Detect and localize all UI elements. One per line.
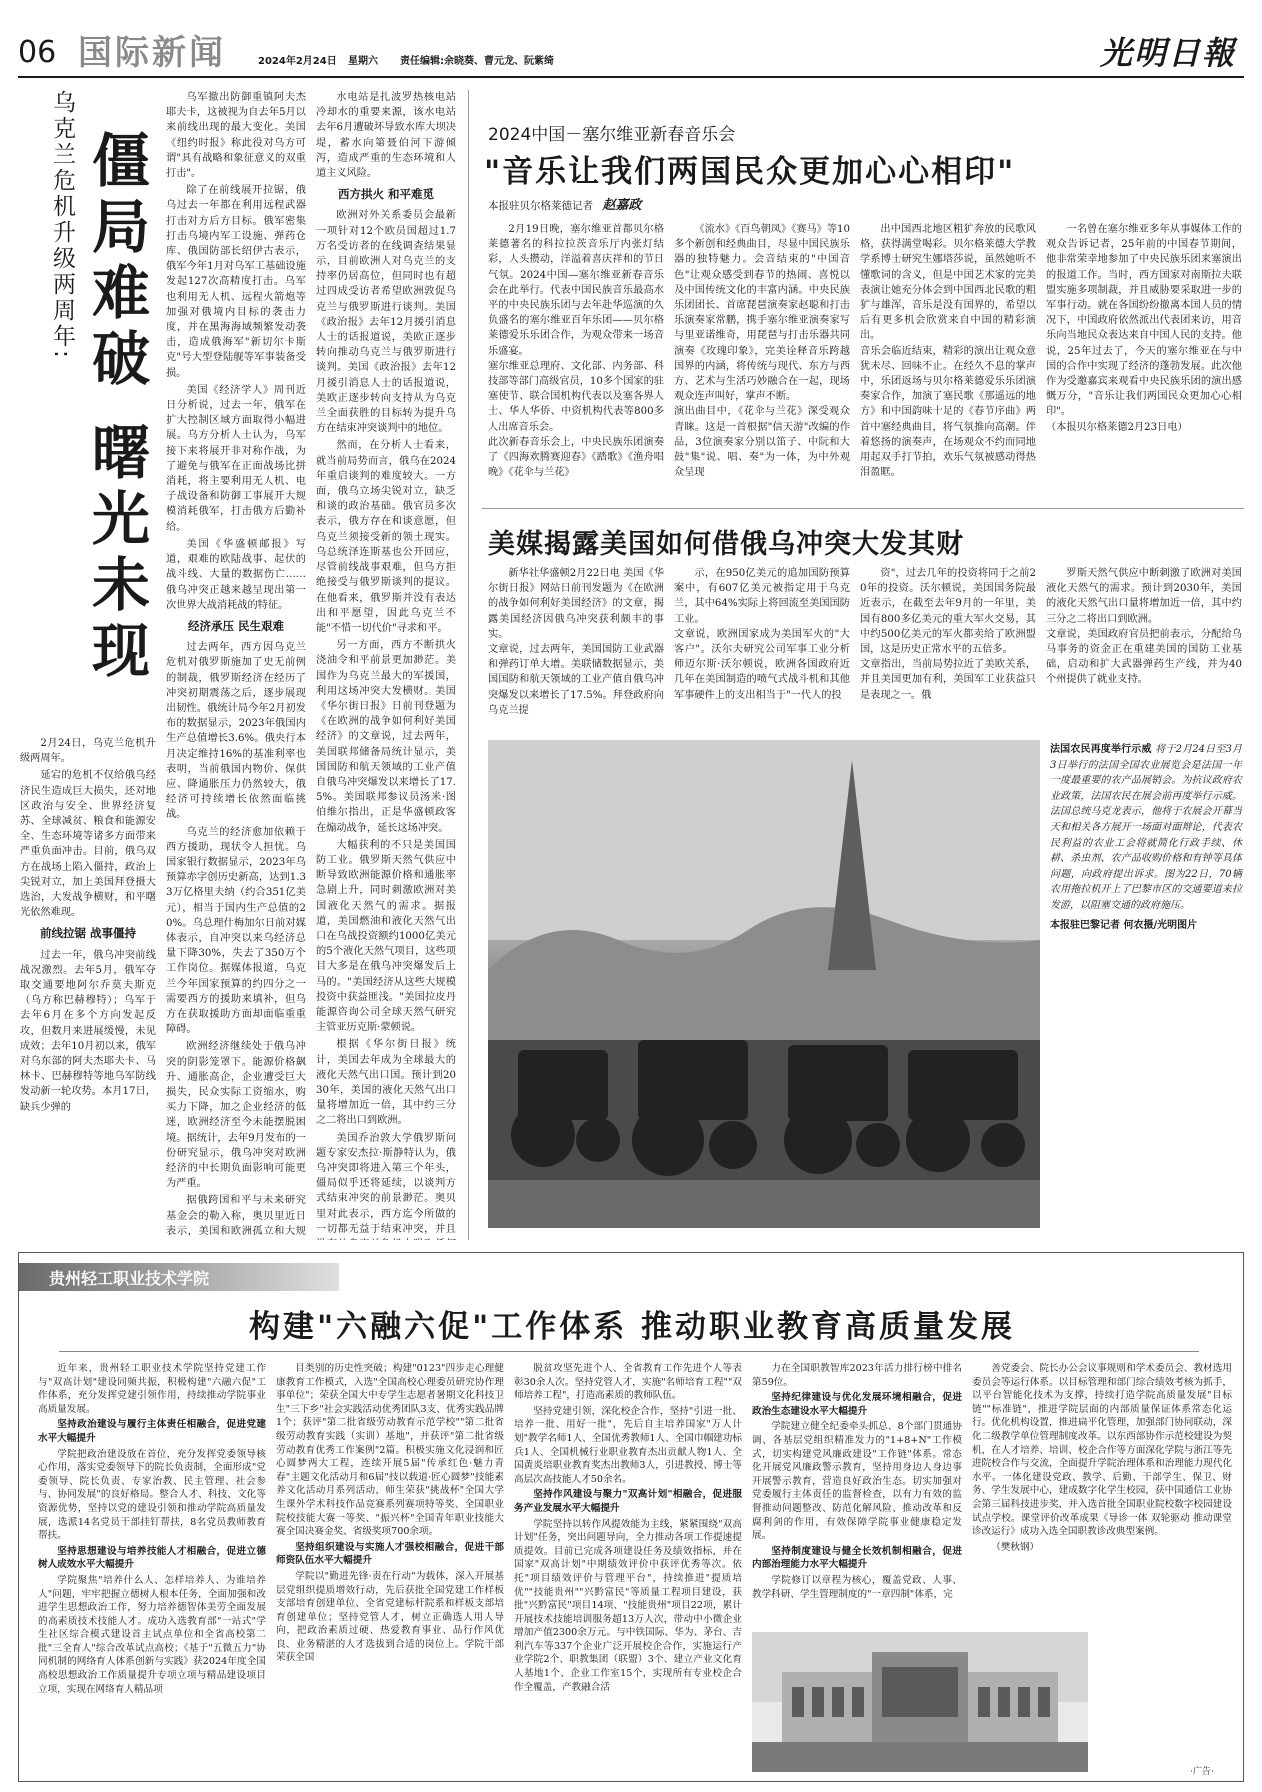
concert-col4 <box>1046 222 1242 502</box>
header-rule <box>18 76 1244 78</box>
ukraine-col1 <box>20 736 156 1236</box>
section-title: 国际新闻 <box>78 33 226 73</box>
us-col1 <box>488 566 664 734</box>
column-text: 出中国西北地区粗犷奔放的民歌风格，获得满堂喝彩。贝尔格莱德大学教学系博士研究生娜塔莎说，虽然她听不懂歌词的含义，但是中国艺术家的完美表演让她充分体会到中国西北民歌的粗犷与雄浑，音乐是没有国界的，希望以后有更多机会欣赏来自中国的精彩演出。 音乐会临近结束，精彩的演出让观众意犹未尽、回味不止。在经久不息的掌声中，乐团返场与贝尔格莱德爱乐乐团演奏家合作，加演了塞民歌《那遥远的地方》和中国韵味十足的《春节序曲》两首中塞经典曲目，将气氛推向高潮。伴着悠扬的演奏声，在场观众不约而同地用起双手打节拍，欢乐气氛被感动得热泪盈眶。 <box>860 224 1036 479</box>
paragraph: 美国《经济学人》周刊近日分析说，过去一年，俄军在扩大控制区域方面取得小幅进展。乌方分析人士认为，乌军接下来将展开非对称作战，为了避免与俄军在正面战场比拼消耗，将主要利用无人机、电子战设备和防御工事展开大规模消耗俄军，打击俄方后勤补给。 <box>166 384 306 533</box>
ad-headline: 构建"六融六促"工作体系 推动职业教育高质量发展 <box>248 1309 1016 1345</box>
ukraine-headline: 僵局难破 曙光未现 <box>82 130 150 687</box>
building-illustration <box>752 1632 1088 1772</box>
ad-col2 <box>276 1362 504 1774</box>
paragraph: 近年来，贵州轻工职业技术学院坚持党建工作与"双高计划"建设同频共振，积极构建"六融六促"工作体系，充分发挥党建引领作用，持续推动学院事业高质量发展。 <box>38 1363 266 1415</box>
column-text: 《流水》《百鸟朝凤》《赛马》等10多个新创和经典曲目，尽显中国民族乐器的独特魅力。会音结束的"中国音色"让观众感受到春节的热闹、喜悦以及中国传统文化的丰富内涵。中央民族乐团团长、首席琵琶演奏家赵聪和打击乐演奏家常鹏，携手塞尔维亚演奏家写与里亚诺维奇，用琵琶与打击乐器共同演奏《玫瑰印象》，完美诠释音乐跨越国界的内涵，将传统与现代、东方与西方、艺术与生活巧妙融合在一起，现场观众连声叫好，掌声不断。 演出曲目中，《花伞与兰花》深受观众青睐。这是一首根据"信天游"改编的作品，3位演奏家分别以笛子、中阮和大鼓"集"说、唱、奏"为一体，为中外观众呈现 <box>674 224 850 479</box>
column-text: 罗斯天然气供应中断刺激了欧洲对美国液化天然气的需求。预计到2030年，美国的液化天然气出口量将增加近一倍，其中约三分之二将出口到欧洲。 文章说，美国政府官员把前表示，分配给乌马事务的资金正在重建美国的国防工业基础，启动和扩大武器弹药生产线，并为40个州提供了就业支持。 <box>1046 568 1242 686</box>
column-text: 一名曾在塞尔维亚多年从事媒体工作的观众告诉记者，25年前的中国春节期间，他非常荣幸地参加了中央民族乐团来塞演出的报道工作。当时，西方国家对南斯拉夫联盟实施多项制裁，并且威胁要采取进一步的军事行动。就在各国纷纷撤离本国人员的情况下，中国政府依然派出代表团来访，用音乐向当地民众表达来自中国人民的支持。他说，25年过去了，今天的塞尔维亚在与中国的合作中实现了经济的蓬勃发展。此次他作为受邀嘉宾来观看中央民族乐团的演出感慨万分，"音乐让我们两国民众更加心心相印"。 （本报贝尔格莱德2月23日电） <box>1046 224 1242 433</box>
paragraph: 乌克兰的经济愈加依赖于西方援助，现状令人担忧。乌国家银行数据显示，2023年乌预算赤字创历史新高，达到1.33万亿格里夫纳（约合351亿美元），相当于国内生产总值的20%。乌总理什梅加尔日前对媒体表示，自冲突以来乌经济总量下降30%，失去了350万个工作岗位。据媒体报道，乌克兰今年国家预算的约四分之一需要西方的援助来填补，但乌方在获取援助方面却面临重重障碍。 <box>166 826 306 1036</box>
paragraph: 学院把政治建设放在首位，充分发挥党委领导核心作用，落实党委领导下的院长负责制，全面形成"党委领导、院长负责、专家治教、民主管理、社会参与、协同发展"的良好格局。整合人才、科技、文化等资源优势，坚持以党的建设引领和推动学院高质量发展，选派14名党员干部挂钉帮扶，8名党员教师教育帮扶。 <box>38 1448 266 1542</box>
paragraph: 美国《华盛顿邮报》写道，艰难的欧陆战事、起伏的战斗线、大量的数据伤亡……俄乌冲突正越来越呈现出第一次世界大战消耗战的特征。 <box>166 538 306 611</box>
header-date: 2024年2月24日 <box>258 56 337 67</box>
header-weekday: 星期六 <box>348 56 378 67</box>
paragraph: 力在全国职教智库2023年活力排行榜中排名第59位。 <box>752 1363 962 1388</box>
concert-kicker: 2024中国－塞尔维亚新春音乐会 <box>488 125 736 145</box>
us-col2 <box>674 566 850 734</box>
paragraph: 延宕的危机不仅给俄乌经济民生造成巨大损失，还对地区政治与安全、世界经济复苏、全球减贫、粮食和能源安全、生态环境等诸多方面带来严重负面冲击。目前，俄乌双方在战场上陷入僵持，政治上尖锐对立，加上美国拜登摄大选治，大发战争横财，和平曙光依然难现。 <box>20 770 156 919</box>
paragraph: 2月24日，乌克兰危机升级两周年。 <box>20 738 156 765</box>
paragraph: 目类别的历史性突破；构建"0123"四步走心理健康教育工作模式，入选"全国高校心理委员研究协作理事单位"；荣获全国大中专学生志愿者暑期文化科技卫生"三下乡"社会实践活动优秀团队3支、优秀实践品牌1个；获评"第二批省级劳动教育示范学校""第二批省级劳动教育实践（实训）基地"，并获评"第二批省级劳动教育优秀工作案例"2篇。积极实施文化浸润和匠心圆梦两大工程，连续开展5届"传承红色·魅力青春"主题文化活动月和6届"技以载道·匠心圆梦"技能素养文化活动月系列活动，师生荣获"挑战杯"全国大学生课外学术科技作品竞赛系列赛项特等奖、全国职业院校技能大赛一等奖、"振兴杯"全国青年职业技能大赛全国决赛金奖、省级奖项700余项。 <box>276 1363 504 1538</box>
ad-col5 <box>972 1362 1232 1624</box>
section-heading: 坚持制度建设与健全长效机制相融合，促进内部治理能力水平大幅提升 <box>752 1545 962 1571</box>
photo-caption <box>1050 742 1242 933</box>
subheading: 经济承压 民生艰难 <box>187 618 284 633</box>
paragraph: 另一方面，西方不断拱火浇油令和平前景更加渺茫。美国作为乌克兰最大的军援国，利用这场冲突大发横财。美国《华尔街日报》日前刊登题为《在欧洲的战争如何利好美国经济》的文章说，过去两年，美国联邦储备局统计显示，美国国防和航天领域的工业产值自俄乌冲突爆发以来增长了17.5%。美国联邦参议员汤米·图伯维尔指出，正是华盛顿政客在煽动战争，延长这场冲突。 <box>316 640 456 834</box>
section-heading: 坚持组织建设与实施人才强校相融合，促进干部师资队伍水平大幅提升 <box>276 1541 504 1567</box>
section-heading: 坚持思想建设与培养技能人才相融合，促进立德树人成效水平大幅提升 <box>38 1545 266 1571</box>
paragraph: 学院修订以章程为核心，覆盖党政、人事、教学科研、学生管理制度的"一章四制"体系，完 <box>752 1574 962 1600</box>
ad-col1 <box>38 1362 266 1774</box>
us-col4 <box>1046 566 1242 734</box>
masthead-logo: 光明日報 <box>1099 34 1236 72</box>
concert-col2 <box>674 222 850 502</box>
paragraph: 坚持党建引领，深化校企合作，坚持"引进一批、培养一批、用好一批"，先后自主培养国家"万人计划"教学名师1人、全国优秀教师1人、全国巾帼建功标兵1人、全国机械行业职业教育杰出贡献人物1人、全国黄炎培职业教育奖杰出教师3人，引进教授、博士等高层次高技能人才50余名。 <box>514 1405 742 1485</box>
concert-byline <box>488 194 641 213</box>
paragraph: （樊秋钢） <box>991 1541 1040 1553</box>
photo-illustration <box>488 740 1040 1228</box>
campus-building-photo <box>752 1632 1088 1772</box>
paragraph: 过去两年，西方因乌克兰危机对俄罗斯施加了史无前例的制裁，俄罗斯经济在经历了冲突初期震荡之后，逐步展现出韧性。俄统计局今年2月初发布的数据显示，2023年俄国内生产总值增长3.6%。俄央行本月决定维持16%的基准利率也表明，当前俄国内物价、保供应、降通胀压力仍然较大，俄经济可持续增长依然面临挑战。 <box>166 642 306 821</box>
page-header <box>18 34 1244 74</box>
concert-headline: "音乐让我们两国民众更加心心相印" <box>484 154 1016 190</box>
farmers-protest-photo <box>488 740 1040 1228</box>
ukraine-col3 <box>316 90 456 1240</box>
ad-headline-rule <box>59 1351 1199 1352</box>
paragraph: 过去一年，俄乌冲突前线战况激烈。去年5月，俄军夺取交通要地阿尔乔莫夫斯克（乌方称巴赫穆特）；乌军于去年6月在多个方向发起反攻，但数月来进展缓慢，未见成效；去年10月初以来，俄军对乌东部的阿夫杰耶夫卡、马林卡、巴赫穆特等地乌军防线发动新一轮攻势。本月17日，缺兵少弹的 <box>20 949 156 1113</box>
column-text: 示，在950亿美元的追加国防预算案中，有607亿美元被指定用于乌克兰，其中64%实际上将回流至美国国防工业。 文章说，欧洲国家成为美国军火的"大客户"。沃尔夫研究公司军事工业分析师迈尔斯·沃尔顿说，欧洲各国政府近几年在美国制造的喷气式战斗机和其他军事硬件上的支出相当于"一代人的投 <box>674 568 850 701</box>
paragraph: 大幅获利的不只是美国国防工业。俄罗斯天然气供应中断导致欧洲能源价格和通胀率急剧上升，同时刺激欧洲对美国液化天然气的需求。据报道，美国燃油和液化天然气出口在乌战投资额约1000亿美元的5个液化天然气项目，这些项目大多是在俄乌冲突爆发后上马的。"美国经济从这些大规模投资中获益匪浅。"美国拉皮丹能源咨询公司全球天然气研究主管亚历克斯·蒙顿说。 <box>316 839 456 1034</box>
paragraph: 据俄跨国和平与未来研究基金会的勒入称，奥贝里近日表示，美国和欧洲孤立和大规 <box>166 1195 306 1237</box>
subheading: 西方拱火 和平难觅 <box>337 187 434 202</box>
byline-author: 赵嘉政 <box>602 198 642 213</box>
column-text: 2月19日晚，塞尔维亚首都贝尔格莱德著名的科拉拉茨音乐厅内张灯结彩，人头攒动，洋溢着喜庆祥和的节日气氛。2024中国—塞尔维亚新春音乐会在此举行。代表中国民族音乐最高水平的中央民族乐团与去年赴华巡演的久负盛名的塞尔维亚百年乐团——贝尔格莱德爱乐乐团合作，为观众带来一场音乐盛宴。 塞尔维亚总理府、文化部、内务部、科技部等部门高级官员，10多个国家的驻塞使节、联合国机构代表以及塞各界人士、华人华侨、中资机构代表等800多人出席音乐会。 此次新春音乐会上，中央民族乐团演奏了《四海欢腾赛迎春》《踏歌》《渔舟唱晚》《花伞与兰花》 <box>488 224 664 479</box>
ukraine-kicker: 乌克兰危机升级两周年: <box>49 90 75 361</box>
subheading: 前线拉锯 战事僵持 <box>39 926 136 941</box>
paragraph: 学院以"勤进先锋·责在行动"为载体，深入开展基层党组织提质增效行动，先后获批全国党建工作样板支部培育创建单位、全省党建标杆院系和样板支部培育创建单位；坚持党管人才，树立正确选人用人导向，把政治素质过硬、热爱教育事业、品行作风优良、业务精湛的人才选拔到合适的岗位上。学院干部荣获全国 <box>276 1570 504 1664</box>
column-text: 资"，过去几年的投资将同于之前20年的投资。沃尔顿说，美国国务院最近表示，在截至去年9月的一年里，美国有800多亿美元的重大军火交易，其中约500亿美元的军火都卖给了欧洲盟国，这是历史正常水平的五倍多。 文章指出，当前局势拉近了美欧关系，并且美国更加有利，美国军工业获益只是表现之一。俄 <box>860 568 1036 701</box>
concert-col3 <box>860 222 1036 502</box>
paragraph: 乌军撤出防御重镇阿夫杰耶夫卡，这被视为自去年5月以来前线出现的最大变化。美国《纽约时报》称此役对乌方可谓"具有战略和象征意义的双重打击"。 <box>166 92 306 180</box>
us-headline: 美媒揭露美国如何借俄乌冲突大发其财 <box>488 529 964 560</box>
paragraph: 美国乔治敦大学俄罗斯问题专家安杰拉·斯静特认为，俄乌冲突即将进入第三个年头，僵局似乎还将延续，以谈判方式结束冲突的前景渺茫。奥贝里对此表示，西方迄今所做的一切都无益于结束冲突，并且 <box>316 1132 456 1235</box>
ad-footer-label: ·广告· <box>1190 1767 1214 1777</box>
paragraph: 除了在前线展开拉锯，俄乌过去一年都在利用远程武器打击对方后方目标。俄军密集打击乌境内军工设施、弹药仓库、俄国防部长绍伊古表示，俄军今年1月对乌军工基础设施发起127次高精度打击。乌军也利用无人机、远程火箭炮等加强对俄境内目标的袭击力度，并在黑海海域频繁发动袭击，造成俄海军"新切尔卡斯克"号大型登陆舰等军事装备受损。 <box>166 185 306 379</box>
header-editors: 责任编辑:余晓葵、曹元龙、阮紫绮 <box>400 56 554 67</box>
paragraph: 水电站是扎波罗热核电站冷却水的重要来源，该水电站去年6月遭破坏导致水库大坝决堤，蓄水向第聂伯河下游倾泻，造成严重的生态环境和人道主义风险。 <box>316 92 456 180</box>
paragraph: 学院聚焦"培养什么人、怎样培养人、为谁培养人"问题，牢牢把握立德树人根本任务，全面加强和改进学生思想政治工作，努力培养德智体美劳全面发展的高素质技术技能人才。成功入选教育部"一站式"学生社区综合模式建设首主试点单位和全省高校第二批"三全育人"综合改革试点高校；《基于"五微五力"协同机制的网络育人体系创新与实践》获2024年度全国高校思想政治工作质量提升专项立项与精品建设项目立项，实现在网络育人精品项 <box>38 1574 266 1695</box>
paragraph: 欧洲对外关系委员会最新一项针对12个欧员国超过1.7万名受访者的在线调查结果显示，目前欧洲人对乌克兰的支持率仍居高位，但同时也有超过四成受访者希望欧洲敦促乌克兰与俄罗斯进行谈判。美国《政治报》去年12月援引消息人士的话报道说，美欧正逐步转向推动乌克兰与俄罗斯进行谈判。美国《政治报》去年12月援引消息人士的话报道说，美欧正逐步转向支持从为乌克兰全面获胜的目标转为提升乌方在结束冲突谈判中的地位。 <box>316 210 456 435</box>
paragraph: 欧洲经济继续处于俄乌冲突的阴影笼罩下。能源价格飙升、通胀高企，企业遭受巨大损失，民众实际工资缩水，购买力下降，加之企业经济的低迷，欧洲经济至今未能摆脱困境。据统计，去年9月发布的一份研究显示，俄乌冲突对欧洲经济的中长期负面影响可能更为严重。 <box>166 1041 306 1190</box>
page-number: 06 <box>18 35 57 70</box>
us-col3 <box>860 566 1036 734</box>
ukraine-col2 <box>166 90 306 1240</box>
ad-col4 <box>752 1362 962 1624</box>
section-heading: 坚持作风建设与聚力"双高计划"相融合，促进服务产业发展水平大幅提升 <box>514 1489 742 1514</box>
ad-org-bar <box>19 1263 339 1291</box>
section-heading: 坚持纪律建设与优化发展环境相融合，促进政治生态建设水平大幅提升 <box>752 1392 962 1417</box>
byline-label: 本报驻贝尔格莱德记者 <box>488 200 593 212</box>
paragraph: 脱贫攻坚先进个人、全省教育工作先进个人等表彰30余人次。坚持党管人才，实施"名师培育工程""双师培养工程"，打造高素质的教师队伍。 <box>514 1363 742 1402</box>
column-text: 新华社华盛顿2月22日电 美国《华尔街日报》网站日前刊发题为《在欧洲的战争如何利好美国经济》的文章，揭露美国经济因俄乌冲突获利颇丰的事实。 文章说，过去两年，美国国防工业武器和弹药订单大增。美联储数据显示，美国国防和航天领域的工业产值自俄乌冲突爆发以来增长了17.5%。拜登政府向乌克兰提 <box>488 568 664 716</box>
concert-col1 <box>488 222 664 502</box>
section-rule <box>482 508 1244 509</box>
paragraph: 然而，在分析人士看来，就当前局势而言，俄乌在2024年重启谈判的难度较大。一方面，俄乌立场尖锐对立，缺乏和谈的政治基础。俄官员多次表示，俄方存在和谈意愿，但乌克兰须接受新的领土现实。乌总统泽连斯基也公开回应，尽管前线战事艰难，但乌方拒绝接受与俄罗斯谈判的提议。在他看来，俄罗斯并没有表达出和平愿望，因此乌克兰不能"不惜一切代价"寻求和平。 <box>316 440 456 634</box>
column-divider <box>468 90 469 1240</box>
caption-title: 法国农民再度举行示威 <box>1050 744 1152 755</box>
caption-text: 将于2月24日至3月3日举行的法国全国农业展览会是法国一年一度最重要的农产品展销会。为抗议政府农业政策，法国农民在展会前再度举行示威。法国总统马克龙表示，他将于农展会开幕当天和相关各方展开一场面对面辩论，代表农民利益的农业工会将就简化行政手续、休耕、杀虫剂、农产品收购价格和有钟等具体问题，向政府提出诉求。图为22日，70辆农用拖拉机开上了巴黎市区的交通要道来拉发游，以阻塞交通的政府施压。 <box>1050 744 1243 911</box>
paragraph: 善党委会、院长办公会议事规则和学术委员会、教材选用委员会等运行体系。以目标管理和部门综合绩效考核为抓手，以平台智能化技术为支撑，持续打造学院高质量发展"目标链""标准链"，推进学院层面的内部质量保证体系常态化运行。优化机构设置，推进扁平化管理，加强部门协同联动，深化二级教学单位管理制度改革。以东西部协作示范校建设为契机，在人才培养、培训、校企合作等方面深化学院与浙江等先进院校合作与交流，全面提升学院治理体系和治理能力现代化水平。一体化建设党政、教学、后勤、干部学生、保卫、财务、学生发展中心，建成数字化学生校园，获中国通信工业协会第三届科技进步奖，并入选首批全国职业院校数字校园建设试点学校。课堂评价改革成果《导诊一体 双轮驱动 推动课堂诊改运行》成功入选全国职教诊改典型案例。 <box>972 1363 1232 1538</box>
paragraph: 学院坚持以转作风提效能为主线，紧紧围绕"双高计划"任务，突出问题导向，全力推动各项工作提速提质提效。目前已完成各项建设任务及绩效指标，并在国家"双高计划"中期绩效评价中获评优秀等次。依托"项目绩效评价与管理平台"，持续推进"提质培优""技能贵州""兴黔富民"等质量工程项目建设，获批"兴黔富民"项目14项、"技能贵州"项目22项，累计开展技术技能培训服务超13万人次，带动中小微企业增加产值2300余万元。与中铁国际、华为、茅台、吉利汽车等337个企业广泛开展校企合作，实施运行产业学院2个、职教集团（联盟）3个、建立产业文化育人基地1个、企业工作室15个，实现所有专业校企合作全覆盖，产教融合活 <box>514 1518 742 1693</box>
photo-credit: 本报驻巴黎记者 何农摄/光明图片 <box>1050 919 1198 931</box>
ad-col3 <box>514 1362 742 1774</box>
paragraph: 学院建立健全纪委牵头抓总、8个部门贯通协调、各基层党组织精准发力的"1+8+N"工作模式，切实构建党风廉政建设"工作链"体系。常态化开展党风廉政警示教育，坚持用身边人身边事开展警示教育，营造良好政治生态。切实加强对党委履行主体责任的监督检查，以有力有效的监督推动问题整改、防范化解风险、推动改革和反腐利剑的作用，有效保障学院事业健康稳定发展。 <box>752 1421 962 1542</box>
ad-org: 贵州轻工职业技术学院 <box>49 1269 210 1288</box>
section-heading: 坚持政治建设与履行主体责任相融合，促进党建水平大幅提升 <box>38 1419 266 1444</box>
paragraph: 根据《华尔街日报》统计，美国去年成为全球最大的液化天然气出口国。预计到2030年，美国的液化天然气出口量将增加近一倍，其中约三分之二将出口到欧洲。 <box>316 1039 456 1127</box>
